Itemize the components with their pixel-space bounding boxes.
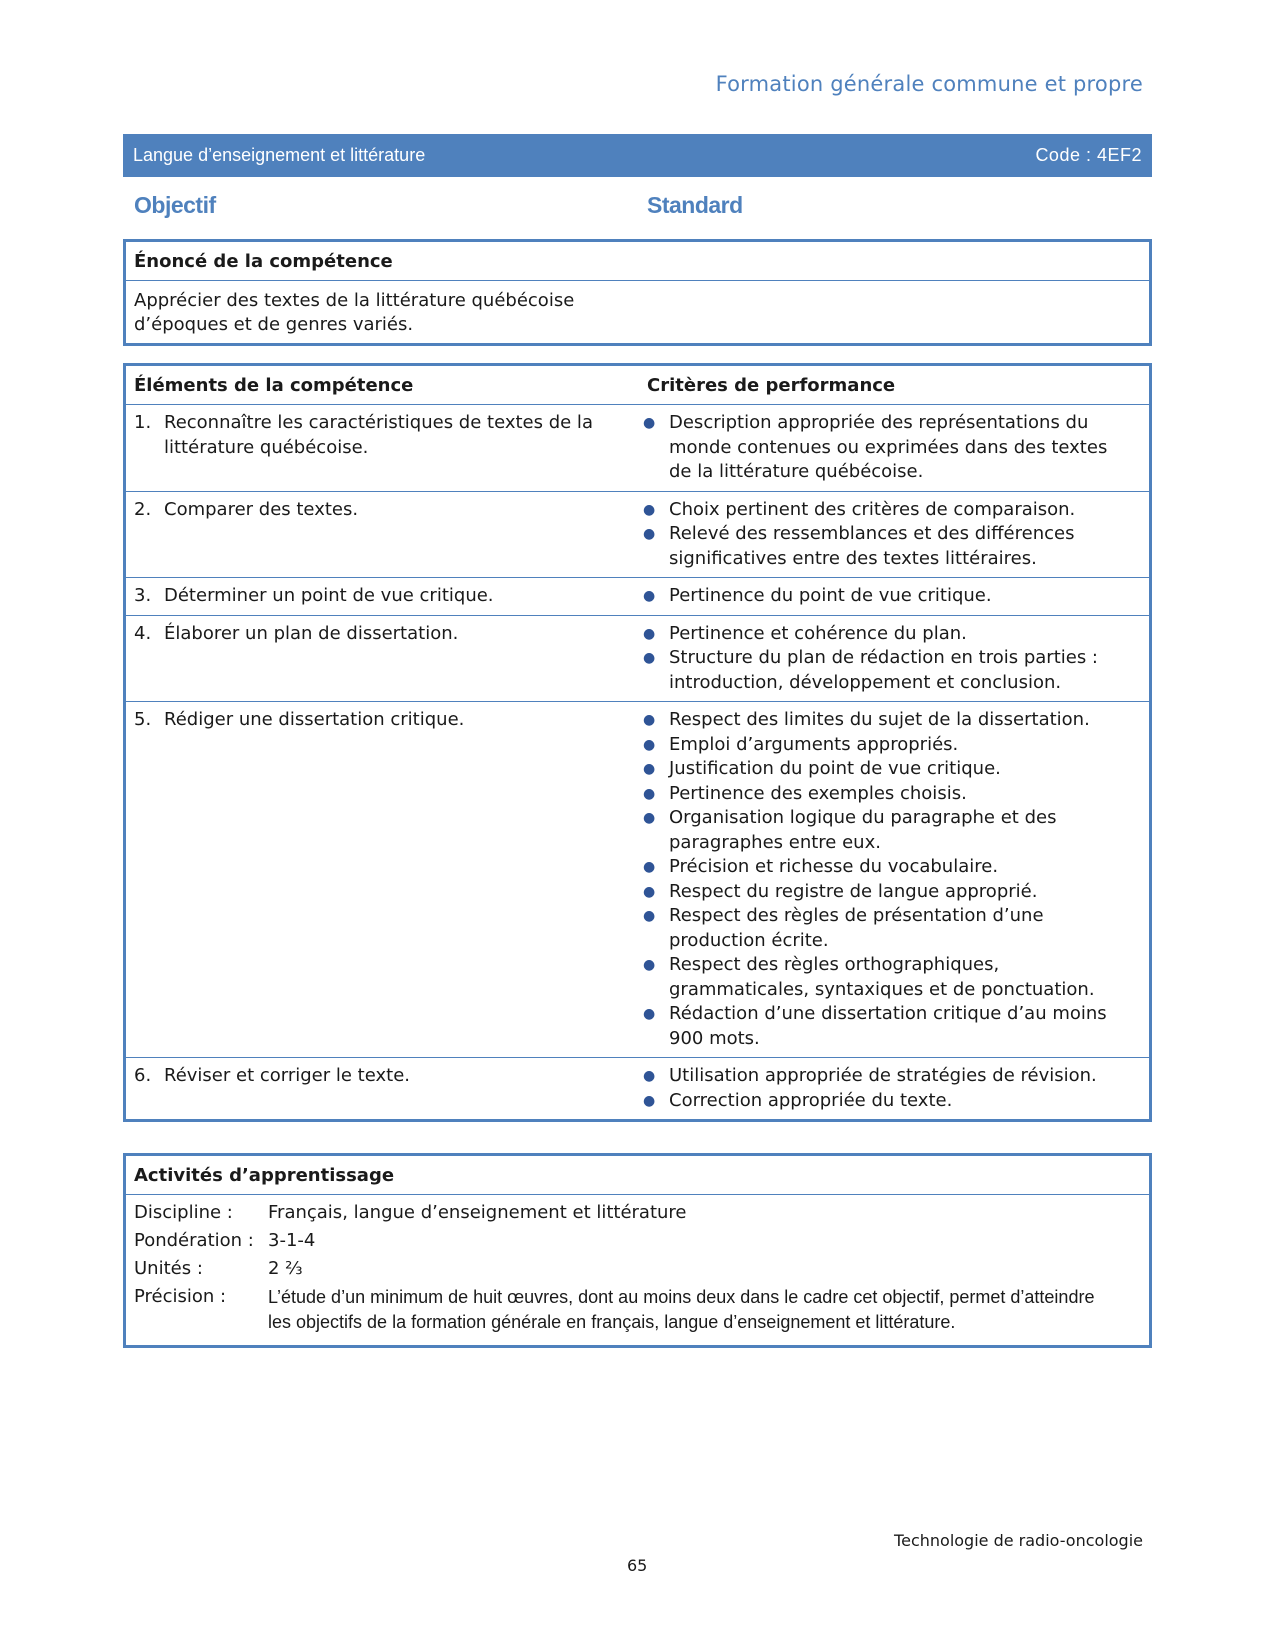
list-item: ● Respect des limites du sujet de la dissertation. <box>639 708 1141 733</box>
activites-body <box>126 1195 1149 1345</box>
element-text: Rédiger une dissertation critique. <box>164 709 465 730</box>
criteria-heading: Critères de performance <box>647 375 896 396</box>
element-number: 1. <box>134 412 152 433</box>
objectif-heading: Objectif <box>134 192 216 218</box>
unites-label: Unités : <box>134 1258 203 1279</box>
list-item: ● Utilisation appropriée de stratégies de révision. <box>639 1064 1141 1089</box>
list-item: ● Correction appropriée du texte. <box>639 1089 1141 1114</box>
table-row <box>126 702 1149 1058</box>
bullet-dot-icon: ● <box>643 736 656 753</box>
elements-table <box>123 363 1152 1122</box>
list-item: ● Structure du plan de rédaction en trois parties : introduction, développement et conclusion. <box>639 646 1141 695</box>
element-text: Réviser et corriger le texte. <box>164 1065 410 1086</box>
precision-label: Précision : <box>134 1286 227 1307</box>
bullet-dot-icon: ● <box>643 415 656 431</box>
page-number: 65 <box>627 1556 648 1575</box>
criteria-list <box>639 584 1141 609</box>
list-item: ● Justification du point de vue critique. <box>639 757 1141 782</box>
unites-value: 2 ⅔ <box>268 1258 303 1279</box>
discipline-value: Français, langue d’enseignement et littérature <box>268 1202 687 1223</box>
bullet-dot-icon: ● <box>643 501 656 518</box>
enonce-box <box>123 239 1152 346</box>
table-row <box>126 578 1149 616</box>
enonce-heading: Énoncé de la compétence <box>126 242 1149 281</box>
bullet-dot-icon: ● <box>643 526 656 542</box>
bullet-dot-icon: ● <box>643 761 656 777</box>
bullet-dot-icon: ● <box>643 1092 656 1109</box>
subject-title: Langue d’enseignement et littérature <box>133 145 426 165</box>
criteria-list <box>639 1064 1141 1113</box>
element-number: 2. <box>134 498 152 520</box>
list-item: ● Respect du registre de langue approprié. <box>639 880 1141 905</box>
element-text: Déterminer un point de vue critique. <box>164 585 494 606</box>
discipline-label: Discipline : <box>134 1202 233 1223</box>
list-item: ● Pertinence du point de vue critique. <box>639 584 1141 609</box>
bullet-dot-icon: ● <box>643 1068 656 1084</box>
bullet-dot-icon: ● <box>643 1006 656 1022</box>
bullet-dot-icon: ● <box>643 908 656 924</box>
list-item: ● Pertinence des exemples choisis. <box>639 782 1141 807</box>
activites-box <box>123 1153 1152 1348</box>
subject-band <box>123 134 1152 177</box>
criteria-list <box>639 411 1141 485</box>
elements-heading: Éléments de la compétence <box>134 375 414 396</box>
ponderation-line <box>134 1227 1141 1255</box>
list-item: ● Relevé des ressemblances et des différences significatives entre des textes littéraires. <box>639 522 1141 571</box>
list-item: ● Organisation logique du paragraphe et des paragraphes entre eux. <box>639 806 1141 855</box>
footer-program: Technologie de radio-oncologie <box>894 1531 1143 1550</box>
bullet-dot-icon: ● <box>643 957 656 973</box>
list-item: ● Pertinence et cohérence du plan. <box>639 622 1141 647</box>
bullet-dot-icon: ● <box>643 712 656 728</box>
table-row <box>126 616 1149 703</box>
course-code: Code : 4EF2 <box>1035 145 1142 165</box>
activites-heading: Activités d’apprentissage <box>126 1156 1149 1195</box>
list-item: ● Emploi d’arguments appropriés. <box>639 733 1141 758</box>
list-item: ● Précision et richesse du vocabulaire. <box>639 855 1141 880</box>
table-row <box>126 492 1149 579</box>
list-item: ● Respect des règles orthographiques, grammaticales, syntaxiques et de ponctuation. <box>639 953 1141 1002</box>
unites-line <box>134 1255 1141 1283</box>
ponderation-value: 3-1-4 <box>268 1230 316 1251</box>
element-text: Reconnaître les caractéristiques de textes de la littérature québécoise. <box>164 412 593 458</box>
element-text: Élaborer un plan de dissertation. <box>164 622 459 644</box>
criteria-list <box>639 498 1141 572</box>
element-number: 6. <box>134 1065 152 1086</box>
element-number: 3. <box>134 585 152 606</box>
bullet-dot-icon: ● <box>643 810 656 826</box>
precision-line <box>134 1283 1141 1335</box>
precision-value: L’étude d’un minimum de huit œuvres, dont au moins deux dans le cadre cet objectif, permet d’atteindre les objectifs de la formation générale en français, langue d’enseignement et littérature. <box>268 1287 1095 1332</box>
bullet-dot-icon: ● <box>643 625 656 642</box>
bullet-dot-icon: ● <box>643 785 656 802</box>
element-number: 4. <box>134 622 152 644</box>
criteria-list <box>639 622 1141 696</box>
list-item: ● Choix pertinent des critères de comparaison. <box>639 498 1141 523</box>
table-row <box>126 1058 1149 1119</box>
discipline-line <box>134 1199 1141 1227</box>
elements-table-header <box>126 366 1149 405</box>
list-item: ● Description appropriée des représentations du monde contenues ou exprimées dans des textes de la littérature québécoise. <box>639 411 1141 485</box>
list-item: ● Rédaction d’une dissertation critique d’au moins 900 mots. <box>639 1002 1141 1051</box>
criteria-list <box>639 708 1141 1051</box>
table-row <box>126 405 1149 492</box>
enonce-text: Apprécier des textes de la littérature québécoise d’époques et de genres variés. <box>134 290 575 335</box>
element-text: Comparer des textes. <box>164 498 359 520</box>
bullet-dot-icon: ● <box>643 588 656 604</box>
running-header: Formation générale commune et propre <box>715 72 1143 96</box>
bullet-dot-icon: ● <box>643 859 656 875</box>
element-number: 5. <box>134 709 152 730</box>
bullet-dot-icon: ● <box>643 883 656 900</box>
column-headings <box>134 192 1152 219</box>
standard-heading: Standard <box>647 192 743 218</box>
ponderation-label: Pondération : <box>134 1230 254 1251</box>
list-item: ● Respect des règles de présentation d’une production écrite. <box>639 904 1141 953</box>
bullet-dot-icon: ● <box>643 650 656 666</box>
